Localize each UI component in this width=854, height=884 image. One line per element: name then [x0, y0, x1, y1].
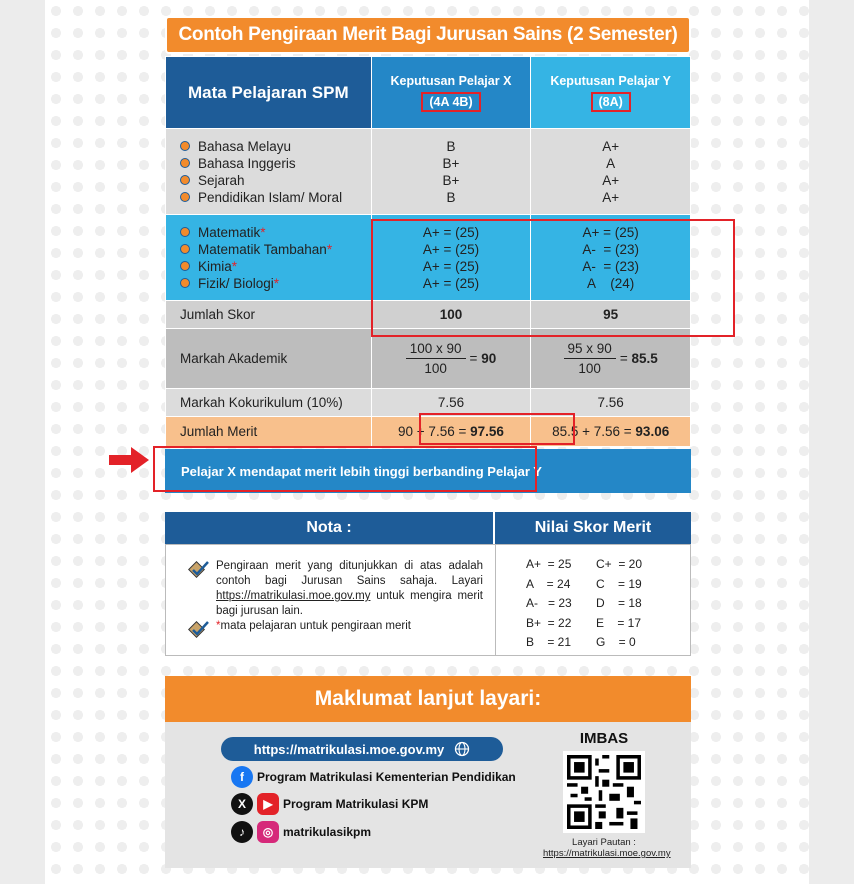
total-merit-label: Jumlah Merit: [166, 417, 372, 447]
bullet-icon: [180, 278, 190, 288]
left-gutter: [0, 0, 45, 884]
list-item: Matematik *: [166, 224, 371, 241]
bullet-icon: [180, 141, 190, 151]
bullet-icon: [180, 158, 190, 168]
core-subject-list: [166, 129, 372, 215]
right-gutter: [809, 0, 854, 884]
list-item: Pendidikan Islam/ Moral: [166, 189, 371, 206]
table-header-row: [166, 57, 691, 129]
facebook-icon: f: [231, 766, 253, 788]
info-section: [165, 676, 691, 868]
merit-subject-list: [166, 215, 372, 301]
matrikulasi-link[interactable]: https://matrikulasi.moe.gov.my: [216, 590, 371, 602]
info-heading: Maklumat lanjut layari:: [165, 676, 691, 722]
cocurriculum-label: Markah Kokurikulum (10%): [166, 389, 372, 417]
cocurriculum-y: 7.56: [531, 389, 691, 417]
merit-subjects-row: [166, 215, 691, 301]
facebook-link[interactable]: f Program Matrikulasi Kementerian Pendidikan: [231, 766, 516, 788]
globe-icon: [454, 741, 470, 757]
bullet-icon: [180, 227, 190, 237]
list-item: Sejarah: [166, 172, 371, 189]
notes-title: Nota :: [165, 512, 495, 544]
total-score-y: 95: [531, 301, 691, 329]
bullet-icon: [180, 261, 190, 271]
merit-grades-x: A+ = (25) A+ = (25) A+ = (25) A+ = (25): [371, 215, 531, 301]
academic-marks-row: [166, 329, 691, 389]
qr-code-block: [543, 730, 671, 859]
list-item: Matematik Tambahan *: [166, 241, 371, 258]
bullet-icon: [180, 175, 190, 185]
infographic-page: [45, 0, 809, 884]
total-score-row: [166, 301, 691, 329]
academic-marks-x: $\frac{100 x 90}{100}$ = 90: [371, 329, 531, 389]
list-item: Bahasa Melayu: [166, 138, 371, 155]
merit-grades-y: A+ = (25) A- = (23) A- = (23) A (24): [531, 215, 691, 301]
list-item: Bahasa Inggeris: [166, 155, 371, 172]
conclusion-banner: Pelajar X mendapat merit lebih tinggi berbanding Pelajar Y: [165, 449, 691, 493]
list-item: Fizik/ Biologi *: [166, 275, 371, 292]
header-subject: Mata Pelajaran SPM: [166, 57, 372, 129]
instagram-icon: ◎: [257, 821, 279, 843]
tiktok-icon: ♪: [231, 821, 253, 843]
total-score-label: Jumlah Skor: [166, 301, 372, 329]
youtube-icon: ▶: [257, 793, 279, 815]
qr-code[interactable]: [563, 751, 645, 833]
merit-calculation-section: [165, 16, 691, 493]
total-merit-x: 90 + 7.56 = 97.56: [371, 417, 531, 447]
x-youtube-link[interactable]: X ▶ Program Matrikulasi KPM: [231, 793, 428, 815]
score-values-list: A+ = 25 C+ = 20 A = 24 C = 19 A- = 23 D = 18 B+ = 22 E = 17 B = 21 G = 0: [526, 557, 643, 650]
student-x-grade-summary: (4A 4B): [421, 92, 480, 112]
qr-caption-link[interactable]: https://matrikulasi.moe.gov.my: [543, 848, 671, 859]
total-merit-row: [166, 417, 691, 447]
academic-marks-label: Markah Akademik: [166, 329, 372, 389]
note-item: Pengiraan merit yang ditunjukkan di atas adalah contoh bagi Jurusan Sains sahaja. Layari https://matrikulasi.moe.gov.my untuk mengira merit bagi jurusan lain.: [188, 559, 483, 619]
cocurriculum-row: [166, 389, 691, 417]
qr-caption: Layari Pautan : https://matrikulasi.moe.gov.my: [543, 837, 671, 859]
core-grades-x: B B+ B+ B: [371, 129, 531, 215]
website-link[interactable]: https://matrikulasi.moe.gov.my: [221, 737, 503, 761]
total-merit-y: 85.5 + 7.56 = 93.06: [531, 417, 691, 447]
page-title: Contoh Pengiraan Merit Bagi Jurusan Sains (2 Semester): [165, 16, 691, 54]
list-item: Kimia *: [166, 258, 371, 275]
notes-section: [165, 512, 691, 656]
scan-label: IMBAS: [579, 730, 629, 747]
core-subjects-row: [166, 129, 691, 215]
bullet-icon: [180, 244, 190, 254]
arrow-right-icon: [109, 447, 149, 473]
x-icon: X: [231, 793, 253, 815]
tiktok-instagram-link[interactable]: ♪ ◎ matrikulasikpm: [231, 821, 371, 843]
notes-content: [166, 545, 496, 655]
score-values-title: Nilai Skor Merit: [495, 512, 691, 544]
checkmark-icon: [188, 621, 210, 639]
note-item: *mata pelajaran untuk pengiraan merit: [188, 619, 483, 639]
qr-code-icon: [567, 755, 641, 829]
cocurriculum-x: 7.56: [371, 389, 531, 417]
total-score-x: 100: [371, 301, 531, 329]
merit-table: [165, 56, 691, 447]
academic-marks-y: $\frac{95 x 90}{100}$ = 85.5: [531, 329, 691, 389]
header-student-y: Keputusan Pelajar Y (8A): [531, 57, 691, 129]
core-grades-y: A+ A A+ A+: [531, 129, 691, 215]
header-student-x: Keputusan Pelajar X (4A 4B): [371, 57, 531, 129]
bullet-icon: [180, 192, 190, 202]
checkmark-icon: [188, 561, 210, 579]
student-y-grade-summary: (8A): [591, 92, 631, 112]
